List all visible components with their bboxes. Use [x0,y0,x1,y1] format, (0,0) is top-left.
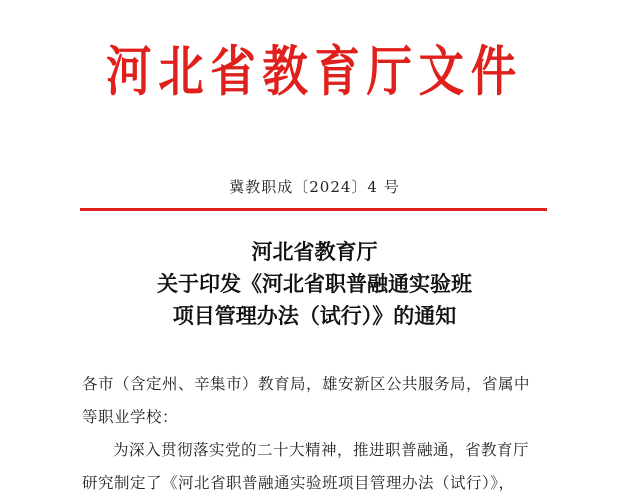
title-line-3: 项目管理办法（试行）》的通知 [172,303,457,328]
recipients-line-2: 等职业学校： [82,408,179,426]
document-masthead: 河北省教育厅文件 [106,40,523,103]
document-number: 冀教职成〔2024〕4 号 [229,178,400,196]
paragraph-1-line-2: 研究制定了《河北省职普融通实验班项目管理办法（试行）》， [82,474,515,492]
recipients-line-1: 各市（含定州、辛集市）教育局，雄安新区公共服务局，省属中 [82,375,531,393]
document-title [0,236,629,332]
document-body [82,368,552,500]
red-divider-line [80,208,547,211]
title-line-1: 河北省教育厅 [251,239,378,264]
title-line-2: 关于印发《河北省职普融通实验班 [157,271,472,296]
paragraph-1-line-1: 为深入贯彻落实党的二十大精神，推进职普融通，省教育厅 [113,441,530,459]
